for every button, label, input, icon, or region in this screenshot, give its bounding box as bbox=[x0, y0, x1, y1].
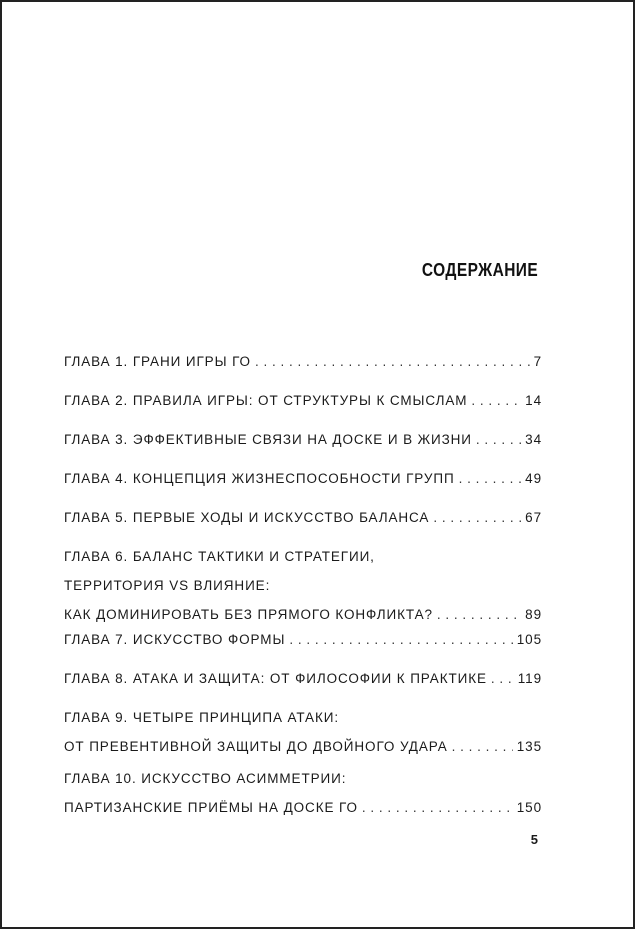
dot-leader bbox=[491, 671, 514, 686]
toc-entry bbox=[64, 710, 542, 763]
toc-entry bbox=[64, 671, 542, 695]
dot-leader bbox=[437, 607, 521, 622]
toc-page-number: 67 bbox=[525, 510, 542, 525]
toc-page-number: 135 bbox=[516, 739, 542, 754]
toc-page-number: 14 bbox=[525, 393, 542, 408]
toc-line bbox=[64, 671, 542, 695]
toc-entry-title: ГЛАВА 8. АТАКА И ЗАЩИТА: ОТ ФИЛОСОФИИ К ПРАКТИКЕ bbox=[64, 671, 487, 686]
toc-page-number: 34 bbox=[525, 432, 542, 447]
toc-page-number: 150 bbox=[516, 800, 542, 815]
toc-page-number: 7 bbox=[533, 354, 542, 369]
toc-page-number: 119 bbox=[517, 671, 542, 686]
toc-line bbox=[64, 354, 542, 378]
toc-page-number: 105 bbox=[516, 632, 542, 647]
toc-entry bbox=[64, 549, 542, 631]
dot-leader bbox=[289, 632, 512, 647]
toc-entry-title: ГЛАВА 5. ПЕРВЫЕ ХОДЫ И ИСКУССТВО БАЛАНСА bbox=[64, 510, 430, 525]
dot-leader bbox=[362, 800, 513, 815]
toc-line bbox=[64, 471, 542, 495]
toc-line bbox=[64, 739, 542, 763]
toc-entry bbox=[64, 432, 542, 456]
toc-page-number: 49 bbox=[525, 471, 542, 486]
toc-line bbox=[64, 393, 542, 417]
dot-leader bbox=[459, 471, 522, 486]
toc-line bbox=[64, 607, 542, 631]
toc-entry bbox=[64, 632, 542, 656]
page-title: СОДЕРЖАНИЕ bbox=[421, 260, 538, 280]
toc-line bbox=[64, 632, 542, 656]
toc-line bbox=[64, 710, 542, 734]
dot-leader bbox=[433, 510, 521, 525]
toc-line bbox=[64, 510, 542, 534]
toc-entry bbox=[64, 354, 542, 378]
toc-entry-title: ГЛАВА 4. КОНЦЕПЦИЯ ЖИЗНЕСПОСОБНОСТИ ГРУПП bbox=[64, 471, 455, 486]
toc-line bbox=[64, 432, 542, 456]
toc-line bbox=[64, 549, 542, 573]
toc-page-number: 89 bbox=[525, 607, 542, 622]
toc-entry-title: ГЛАВА 1. ГРАНИ ИГРЫ ГО bbox=[64, 354, 251, 369]
toc-entry bbox=[64, 771, 542, 824]
toc-line bbox=[64, 771, 542, 795]
toc-entry-title: ПАРТИЗАНСКИЕ ПРИЁМЫ НА ДОСКЕ ГО bbox=[64, 800, 358, 815]
toc-entry bbox=[64, 471, 542, 495]
toc-entry-title: ГЛАВА 9. ЧЕТЫРЕ ПРИНЦИПА АТАКИ: bbox=[64, 710, 339, 725]
toc-line bbox=[64, 800, 542, 824]
toc-line bbox=[64, 578, 542, 602]
toc-entry bbox=[64, 510, 542, 534]
toc-entry-title: ОТ ПРЕВЕНТИВНОЙ ЗАЩИТЫ ДО ДВОЙНОГО УДАРА bbox=[64, 739, 448, 754]
toc-entry-title: ТЕРРИТОРИЯ VS ВЛИЯНИЕ: bbox=[64, 578, 271, 593]
dot-leader bbox=[452, 739, 513, 754]
toc-entry-title: ГЛАВА 10. ИСКУССТВО АСИММЕТРИИ: bbox=[64, 771, 347, 786]
toc-entry bbox=[64, 393, 542, 417]
dot-leader bbox=[255, 354, 530, 369]
dot-leader bbox=[471, 393, 521, 408]
page-number: 5 bbox=[530, 832, 538, 847]
toc-entry-title: ГЛАВА 3. ЭФФЕКТИВНЫЕ СВЯЗИ НА ДОСКЕ И В ЖИЗНИ bbox=[64, 432, 472, 447]
toc-entry-title: ГЛАВА 2. ПРАВИЛА ИГРЫ: ОТ СТРУКТУРЫ К СМЫСЛАМ bbox=[64, 393, 468, 408]
toc-entry-title: ГЛАВА 6. БАЛАНС ТАКТИКИ И СТРАТЕГИИ, bbox=[64, 549, 375, 564]
dot-leader bbox=[476, 432, 521, 447]
toc-entry-title: ГЛАВА 7. ИСКУССТВО ФОРМЫ bbox=[64, 632, 286, 647]
toc-entry-title: КАК ДОМИНИРОВАТЬ БЕЗ ПРЯМОГО КОНФЛИКТА? bbox=[64, 607, 433, 622]
